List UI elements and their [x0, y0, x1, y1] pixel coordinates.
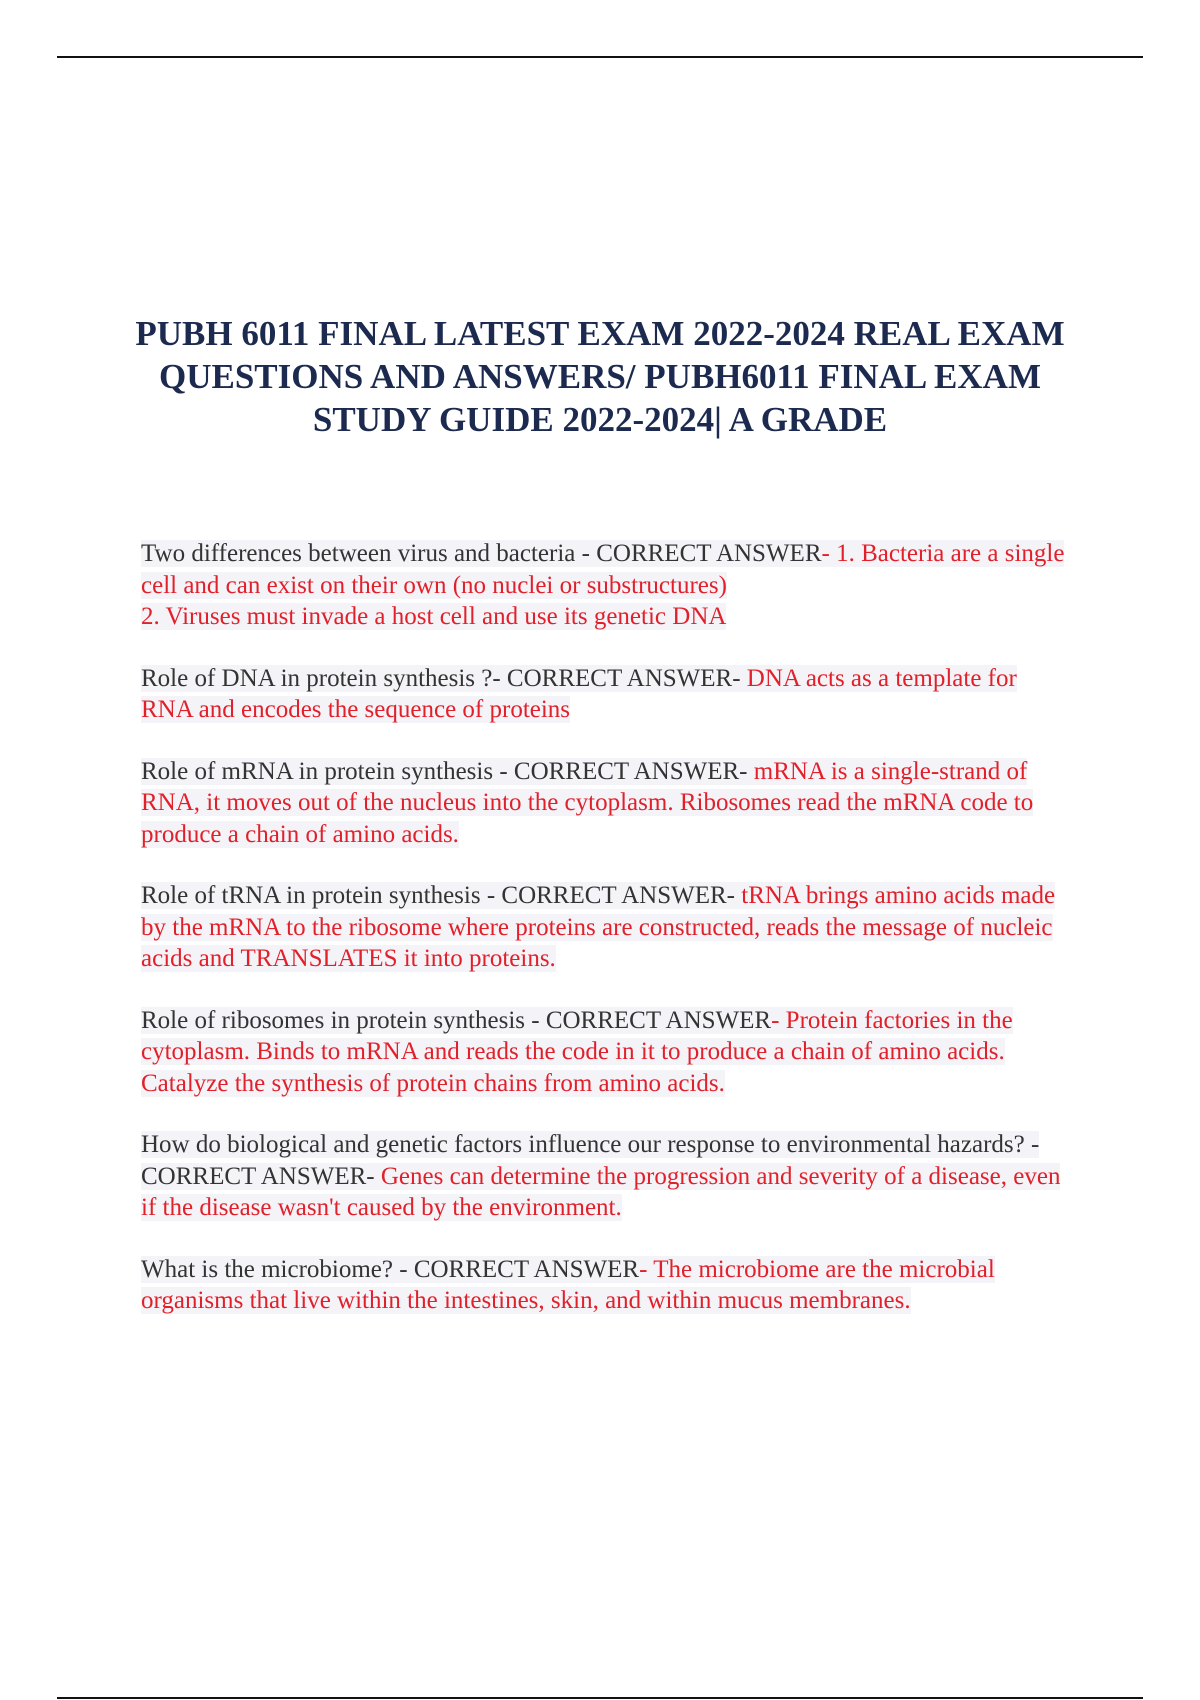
- answer-text: 1. Bacteria are a single cell and can exist on their own (no nuclei or substructures): [141, 540, 1065, 599]
- question-text: Role of ribosomes in protein synthesis - CORRECT ANSWER: [141, 1006, 772, 1034]
- qa-item-mrna: [141, 756, 1071, 851]
- answer-text: The microbiome are the microbial organisms that live within the intestines, skin, and within mucus membranes.: [141, 1255, 995, 1314]
- question-text: Role of tRNA in protein synthesis - CORRECT ANSWER-: [141, 882, 742, 909]
- qa-item-virus-bacteria: [141, 538, 1071, 633]
- question-text: How do biological and genetic factors influence our response to environmental hazards? - CORRECT ANSWER-: [141, 1131, 1040, 1190]
- answer-dash: -: [639, 1255, 654, 1283]
- qa-item-ribosomes: [141, 1005, 1071, 1100]
- top-rule: [57, 56, 1143, 58]
- qa-item-dna: [141, 663, 1071, 726]
- question-text: Role of mRNA in protein synthesis - CORRECT ANSWER-: [141, 757, 754, 785]
- question-text: Two differences between virus and bacteria - CORRECT ANSWER: [141, 540, 822, 567]
- bottom-rule: [57, 1697, 1143, 1699]
- qa-item-trna: [141, 880, 1071, 975]
- qa-list: [141, 538, 1071, 1347]
- qa-item-microbiome: [141, 1254, 1071, 1317]
- answer-text: tRNA brings amino acids made by the mRNA to the ribosome where proteins are constructed, reads the message of nucleic acids and TRANSLATES it into proteins.: [141, 882, 1056, 972]
- question-text: Role of DNA in protein synthesis ?- CORRECT ANSWER-: [141, 664, 747, 692]
- answer-text-line2: 2. Viruses must invade a host cell and use its genetic DNA: [141, 603, 727, 630]
- answer-text: Genes can determine the progression and severity of a disease, even if the disease wasn't caused by the environment.: [141, 1162, 1061, 1221]
- answer-text: Protein factories in the cytoplasm. Binds to mRNA and reads the code in it to produce a chain of amino acids. Catalyze the synthesis of protein chains from amino acids.: [141, 1006, 1013, 1097]
- answer-text: DNA acts as a template for RNA and encodes the sequence of proteins: [141, 664, 1017, 723]
- document-title: PUBH 6011 FINAL LATEST EXAM 2022-2024 REAL EXAM QUESTIONS AND ANSWERS/ PUBH6011 FINAL EXAM STUDY GUIDE 2022-2024| A GRADE: [135, 314, 1065, 439]
- answer-text: mRNA is a single-strand of RNA, it moves out of the nucleus into the cytoplasm. Ribosomes read the mRNA code to produce a chain of amino acids.: [141, 757, 1034, 848]
- answer-dash: -: [821, 540, 837, 567]
- question-text: What is the microbiome? - CORRECT ANSWER: [141, 1255, 640, 1283]
- qa-item-genetic-factors: [141, 1129, 1071, 1224]
- answer-dash: -: [771, 1006, 786, 1034]
